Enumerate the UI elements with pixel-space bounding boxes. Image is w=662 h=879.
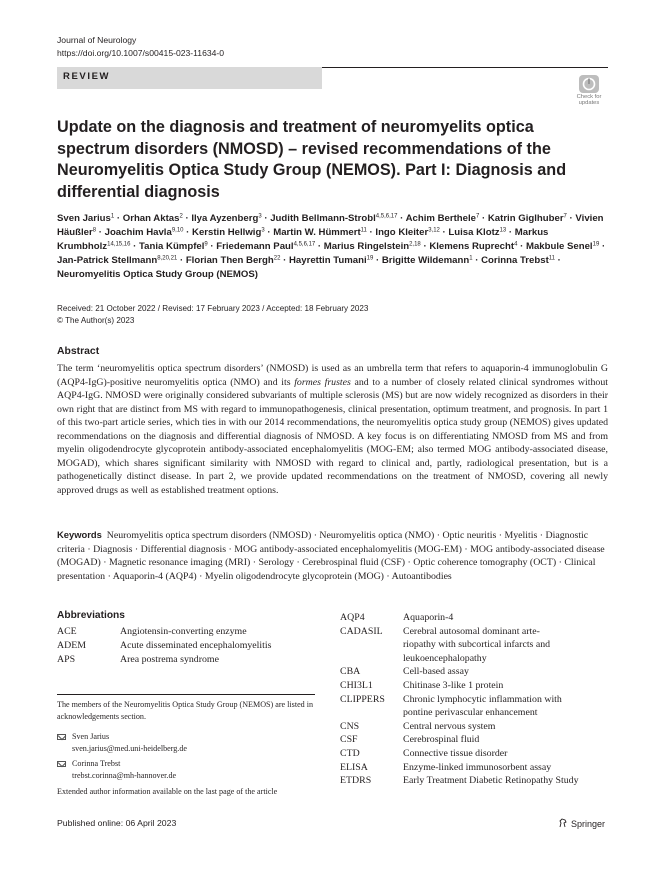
abbreviation-definition: Cell-based assay [403,666,469,678]
publisher-logo [558,818,605,829]
author-name[interactable]: Marius Ringelstein [323,241,410,252]
keywords-text: Neuromyelitis optica spectrum disorders (NMOSD) · Neuromyelitis optica (NMO) · Optic neuritis · Myelitis · Diagnostic criteria · Diagnosis · Differential diagnosis · MOG antibody-associated encephalomyelitis (MOG-EM) · MOG antibody-associated disease (MOGAD) · Magnetic resonance imaging (MRI) · Serology · Cerebrospinal fluid (CSF) · Optic coherence tomography (OCT) · Clinical presentation · Aquaporin-4 (AQP4) · Myelin oligodendrocyte glycoprotein (MOG) · Autoantibodies [57,530,605,582]
author-name[interactable]: Makbule Senel [525,241,593,252]
abbreviation-term: ACE [57,626,77,637]
keywords-block [57,528,608,583]
published-online: Published online: 06 April 2023 [57,818,177,828]
abbreviation-term: ELISA [340,761,368,773]
abbreviation-definition: Early Treatment Diabetic Retinopathy Study [403,775,579,787]
keywords-heading: Keywords [57,529,102,540]
author-name[interactable]: Klemens Ruprecht [429,241,515,252]
doi-link[interactable]: https://doi.org/10.1007/s00415-023-11634-0 [57,48,225,58]
author-affiliation: 3,12 [428,227,440,234]
contact-name: Corinna Trebst [72,759,121,768]
article-dates [57,303,368,326]
author-affiliation: 1 [110,213,115,220]
author-affiliation: 19 [366,255,374,262]
check-updates-line1: Check for [576,94,602,100]
author-name[interactable]: Jan-Patrick Stellmann [57,255,158,266]
author-name[interactable]: Neuromyelitis Optica Study Group (NEMOS) [57,269,258,280]
author-name[interactable]: Ingo Kleiter [375,227,429,238]
journal-header [57,34,224,60]
abbreviation-term: AQP4 [340,612,365,623]
author-name[interactable]: Kerstin Hellwig [192,227,262,238]
abbreviation-term: CNS [340,720,360,732]
author-affiliation: 22 [273,255,281,262]
author-name[interactable]: Corinna Trebst [481,255,549,266]
author-affiliation: 3 [261,227,265,234]
publisher-name: Springer [571,819,606,829]
author-name[interactable]: Achim Berthele [405,213,476,224]
abstract-text [57,362,608,497]
abbreviation-definition: Aquaporin-4 [403,612,454,623]
author-affiliation: 13 [499,227,507,234]
author-name[interactable]: Florian Then Bergh [185,255,274,266]
check-for-updates-badge[interactable] [571,74,607,106]
contact-email[interactable]: sven.jarius@med.uni-heidelberg.de [72,743,187,753]
abstract-heading: Abstract [57,346,100,357]
author-affiliation: 2 [179,213,183,220]
abbreviation-definition: Enzyme-linked immunosorbent assay [403,761,552,773]
copyright-notice: © The Author(s) 2023 [57,315,135,325]
author-affiliation: 3 [258,213,262,220]
abbreviation-term: CADASIL [340,625,383,637]
abbreviation-term: CSF [340,734,358,746]
abstract-part-2: and to a number of closely related clinical syndromes without AQP4-IgG. NMOSD were originally considered subvariants of multiple sclerosis (MS) but are now widely recognized as disorders in their own right that are distinct from MS with regard to immunopathogenesis, clinical presentation, optimum treatment, and prognosis. In part 1 of this two-part article series, which ties in with our 2014 recommendations, the neuromyelitis optica study group (NEMOS) gives updated recommendations on the diagnosis and differential diagnosis of NMOSD. A key focus is on differentiating NMOSD from MS and from myelin oligodendrocyte glycoprotein antibody-associated encephalomyelitis (MOG-EM; also termed MOG antibody-associated disease, MOGAD), which shares significant similarity with NMOSD with regard to clinical and, partly, radiological presentation, but is a pathogenetically distinct disease. In part 2, we provide updated recommendations on the treatment of NMOSD, covering all newly approved drugs as well as established treatment options. [57,376,608,496]
author-affiliation: 9,10 [171,227,184,234]
author-affiliation: 11 [548,255,555,262]
envelope-icon [57,734,66,740]
author-affiliation: 19 [592,241,600,248]
abbreviation-term: APS [57,654,76,665]
abbreviation-definition: Chronic lymphocytic inflammation with pontine perivascular enhancement [403,693,562,719]
journal-name: Journal of Neurology [57,35,137,45]
abbreviation-term: CLIPPERS [340,693,385,705]
author-name[interactable]: Joachim Havla [104,227,172,238]
author-list: Sven Jarius$^1$ · Orhan Aktas$^2$ · Ilya Ayzenberg$^3$ · Judith Bellmann-Strobl$^{4,5,6,17}$ · Achim Berthele$^7$ · Katrin Giglhuber$^7$ · Vivien Häußler$^8$ · Joachim Havla$^{9,10}$ · Kerstin Hellwig$^3$ · Martin W. Hümmert$^{11}$ · Ingo Kleiter$^{3,12}$ · Luisa Klotz$^{13}$ · Markus Krumbholz$^{14,15,16}$ · Tania Kümpfel$^9$ · Friedemann Paul$^{4,5,6,17}$ · Marius Ringelstein$^{2,18}$ · Klemens Ruprecht$^4$ · Makbule Senel$^{19}$ · Jan-Patrick Stellmann$^{8,20,21}$ · Florian Then Bergh$^{22}$ · Hayrettin Tumani$^{19}$ · Brigitte Wildemann$^1$ · Corinna Trebst$^{11}$ · Neuromyelitis Optica Study Group (NEMOS) [57,213,606,280]
author-name[interactable]: Katrin Giglhuber [487,213,564,224]
abbreviation-term: CBA [340,666,361,678]
abbreviation-definition: Acute disseminated encephalomyelitis [120,640,272,651]
abbreviation-term: ADEM [57,640,86,651]
author-name[interactable]: Orhan Aktas [122,213,180,224]
abbreviation-definition: Chitinase 3-like 1 protein [403,680,504,691]
author-name[interactable]: Vivien Häußler [57,213,604,238]
springer-horse-icon [558,818,568,828]
check-updates-icon [571,74,607,94]
author-affiliation: 9 [204,241,208,248]
abstract-part-1: The term ‘neuromyelitis optica spectrum disorders’ (NMOSD) is used as an umbrella term that refers to aquaporin-4 immunoglobulin G (AQP4-IgG)-positive neuromyelitis optica (NMO) and its [57,363,608,388]
author-name[interactable]: Luisa Klotz [448,227,500,238]
author-affiliation: 4,5,6,17 [293,241,316,248]
author-affiliation: 2,18 [409,241,421,248]
abbreviation-definition: Area postrema syndrome [120,654,219,665]
article-type-label: REVIEW [63,71,111,82]
author-affiliation: 7 [475,213,480,220]
members-note: The members of the Neuromyelitis Optica Study Group (NEMOS) are listed in acknowledgements section. [57,700,314,721]
history-dates: Received: 21 October 2022 / Revised: 17 February 2023 / Accepted: 18 February 2023 [57,304,369,313]
author-name[interactable]: Tania Kümpfel [139,241,205,252]
author-affiliation: 4 [514,241,518,248]
abbreviations-heading: Abbreviations [57,610,125,621]
author-affiliation: 11 [360,227,367,234]
article-title: Update on the diagnosis and treatment of neuromyelits optica spectrum disorders (NMOSD) – revised recommendations of the Neuromyelitis Optica Study Group (NEMOS). Part I: Diagnosis and differential diagnosis [57,118,567,201]
header-rule [322,67,608,68]
author-name[interactable]: Friedemann Paul [216,241,294,252]
author-name[interactable]: Judith Bellmann-Strobl [270,213,376,224]
author-name[interactable]: Brigitte Wildemann [381,255,470,266]
author-affiliation: 4,5,6,17 [375,213,398,220]
check-updates-line2: updates [578,100,600,106]
author-affiliation: 14,15,16 [107,241,131,248]
abbreviation-definition: Cerebrospinal fluid [403,734,480,746]
author-affiliation: 1 [469,255,473,262]
contact-name: Sven Jarius [72,732,110,741]
author-affiliation: 8 [92,227,97,234]
abbreviation-definition: Central nervous system [403,720,496,732]
abbreviation-definition: Angiotensin-converting enzyme [120,626,247,637]
author-name[interactable]: Hayrettin Tumani [288,255,367,266]
author-name[interactable]: Ilya Ayzenberg [191,213,259,224]
contact-email[interactable]: trebst.corinna@mh-hannover.de [72,770,177,780]
abbreviation-definition: Cerebral autosomal dominant arte- riopathy with subcortical infarcts and leukoencephalopathy [403,625,551,664]
extended-author-info: Extended author information available on the last page of the article [57,787,278,796]
author-affiliation: 7 [563,213,567,220]
abstract-italic: formes frustes [294,376,351,388]
abbreviation-term: CHI3L1 [340,680,373,691]
footnote-rule [57,694,315,695]
author-name[interactable]: Markus Krumbholz [57,227,549,252]
envelope-icon [57,761,66,767]
author-affiliation: 8,20,21 [157,255,178,262]
author-name[interactable]: Martin W. Hümmert [273,227,361,238]
abbreviation-term: ETDRS [340,775,372,787]
author-name[interactable]: Sven Jarius [57,213,111,224]
abbreviation-term: CTD [340,748,360,759]
abbreviation-definition: Connective tissue disorder [403,748,508,759]
